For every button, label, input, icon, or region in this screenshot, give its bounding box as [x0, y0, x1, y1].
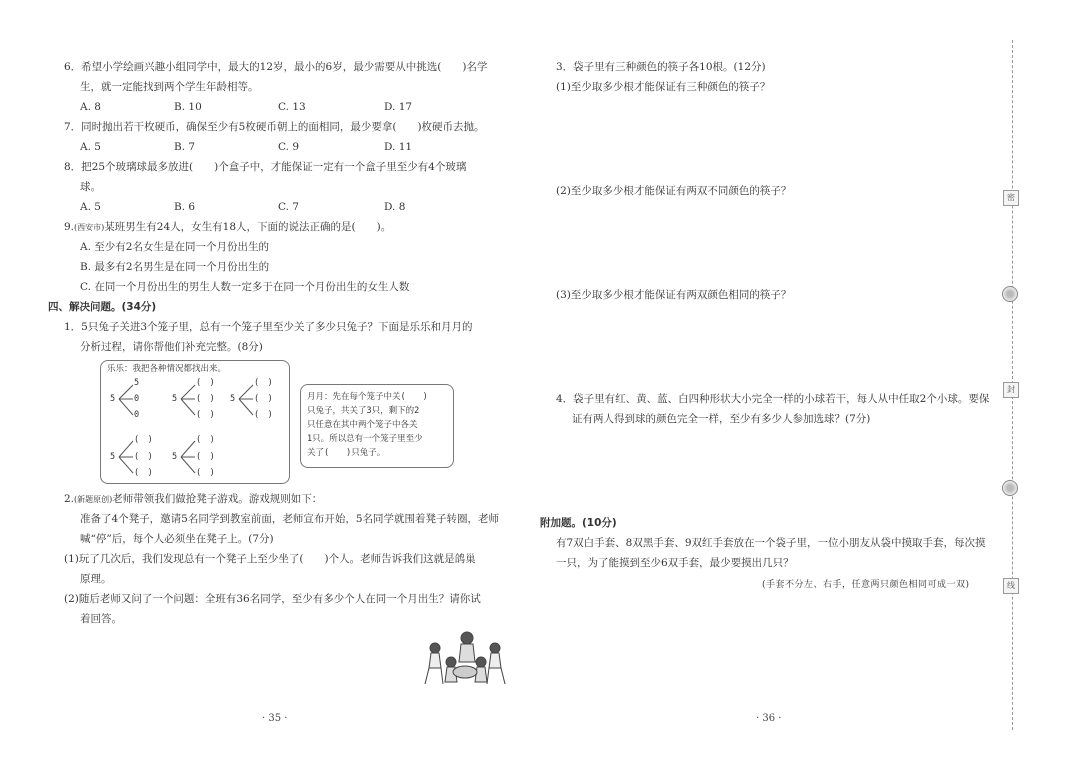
p1-line2: 分析过程，请你帮他们补充完整。(8分)	[80, 341, 263, 353]
p3-sub1: (1)至少取多少根才能保证有三种颜色的筷子？	[556, 81, 771, 93]
section-heading: 四、解决问题。(34分)	[48, 301, 157, 313]
tree3-blank: ( )	[254, 410, 273, 420]
q7-option-b: B. 7	[174, 141, 196, 153]
q6-option-c: C. 13	[278, 101, 306, 113]
q9-line1	[64, 220, 391, 235]
tree2-blank: ( )	[196, 378, 215, 388]
q8-line1: 8．把25个玻璃球最多放进( )个盒子中，才能保证一定有一个盒子里至少有4个玻璃	[64, 161, 467, 173]
p2-sub2-line2: 着回答。	[80, 613, 122, 625]
yueyue-analysis-box	[300, 384, 454, 468]
q8-option-c: C. 7	[278, 201, 300, 213]
tree4-blank: ( )	[134, 452, 153, 462]
tree5-blank: ( )	[196, 435, 215, 445]
yueyue-line: 月月：先在每个笼子中关( )	[307, 392, 428, 402]
q9-option-b: B. 最多有2名男生是在同一个月份出生的	[80, 261, 270, 273]
q9-option-a: A. 至少有2名女生是在同一个月份出生的	[80, 241, 269, 253]
p2-source-tag: (新题原创)	[74, 495, 113, 504]
lele-label: 乐乐：我把各种情况都找出来。	[107, 364, 227, 374]
p2-number: 2.	[64, 493, 75, 505]
tree5-root: 5	[172, 452, 178, 462]
extra-note: (手套不分左、右手，任意两只颜色相同可成一双)	[762, 580, 970, 590]
tree5-blank: ( )	[196, 452, 215, 462]
p4-line2: 证有两人得到球的颜色完全一样，至少有多少人参加选球？(7分)	[572, 413, 871, 425]
q9-text: 某班男生有24人，女生有18人，下面的说法正确的是( )。	[104, 221, 392, 233]
yueyue-line: 1只。所以总有一个笼子里至少	[307, 434, 423, 444]
tree4-root: 5	[110, 452, 116, 462]
p2-sub2-line1: (2)随后老师又问了一个问题：全班有36名同学，至少有多少个人在同一个月出生？请你试	[64, 593, 481, 605]
binding-mark: 封	[1003, 382, 1019, 398]
yueyue-line: 关了( )只兔子。	[307, 448, 386, 458]
p2-line3: 喊“停”后，每个人必须坐在凳子上。(7分)	[80, 533, 274, 545]
p2-sub1-line1: (1)玩了几次后，我们发现总有一个凳子上至少坐了( )个人。老师告诉我们这就是鸽巢	[64, 553, 476, 565]
p2-line1	[64, 492, 322, 507]
tree5-blank: ( )	[196, 468, 215, 478]
q6-line2: 生，就一定能找到两个学生年龄相等。	[80, 81, 259, 93]
p4-line1: 4．袋子里有红、黄、蓝、白四种形状大小完全一样的小球若干，每人从中任取2个小球。要保	[556, 393, 990, 405]
page-number-left: · 35 ·	[262, 713, 288, 724]
p3-sub3: (3)至少取多少根才能保证有两双颜色相同的筷子？	[556, 289, 792, 301]
extra-heading: 附加题。(10分)	[540, 517, 617, 529]
q7-option-c: C. 9	[278, 141, 300, 153]
p3-sub2: (2)至少取多少根才能保证有两双不同颜色的筷子？	[556, 185, 792, 197]
q6-option-a: A. 8	[80, 101, 101, 113]
yueyue-line: 只兔子，共关了3只，剩下的2	[307, 406, 420, 416]
yueyue-line: 只任意在其中两个笼子中各关	[307, 420, 418, 430]
q7-option-d: D. 11	[384, 141, 413, 153]
q9-number: 9.	[64, 221, 75, 233]
tree4-blank: ( )	[134, 435, 153, 445]
q7-option-a: A. 5	[80, 141, 101, 153]
tree1-leaf: 0	[134, 394, 140, 404]
q9-source-tag: (西安市)	[74, 223, 105, 232]
binding-hole	[1002, 480, 1018, 496]
q6-option-b: B. 10	[174, 101, 202, 113]
tree1-leaf: 0	[134, 410, 140, 420]
p1-line1: 1．5只兔子关进3个笼子里，总有一个笼子里至少关了多少只兔子？下面是乐乐和月月的	[64, 321, 473, 333]
q8-option-b: B. 6	[174, 201, 196, 213]
binding-mark: 密	[1003, 190, 1019, 206]
q8-option-d: D. 8	[384, 201, 406, 213]
q8-option-a: A. 5	[80, 201, 101, 213]
q6-option-d: D. 17	[384, 101, 413, 113]
page-number-right: · 36 ·	[756, 713, 782, 724]
tree1-root: 5	[110, 394, 116, 404]
q8-line2: 球。	[80, 181, 101, 193]
tree2-blank: ( )	[196, 394, 215, 404]
tree3-blank: ( )	[254, 378, 273, 388]
tree3-root: 5	[230, 394, 236, 404]
p2-text: 老师带领我们做抢凳子游戏。游戏规则如下：	[112, 493, 323, 505]
extra-line2: 一只，为了能摸到至少6双手套，最少要摸出几只？	[556, 557, 794, 569]
q7-line1: 7．同时抛出若干枚硬币，确保至少有5枚硬币朝上的面相同，最少要拿( )枚硬币去抛。	[64, 121, 485, 133]
children-illustration	[415, 628, 515, 690]
p3-line1: 3．袋子里有三种颜色的筷子各10根。(12分)	[556, 61, 766, 73]
q9-option-c: C. 在同一个月份出生的男生人数一定多于在同一个月份出生的女生人数	[80, 281, 410, 293]
lele-analysis-box	[100, 360, 290, 484]
binding-hole	[1002, 286, 1018, 302]
q6-line1: 6．希望小学绘画兴趣小组同学中，最大的12岁，最小的6岁，最少需要从中挑选( )名学	[64, 61, 488, 73]
tree1-leaf: 5	[134, 378, 140, 388]
p2-sub1-line2: 原理。	[80, 573, 112, 585]
extra-line1: 有7双白手套、8双黑手套、9双红手套放在一个袋子里，一位小朋友从袋中摸取手套，每次摸	[556, 537, 986, 549]
tree4-blank: ( )	[134, 468, 153, 478]
tree3-blank: ( )	[254, 394, 273, 404]
tree2-blank: ( )	[196, 410, 215, 420]
p2-line2: 准备了4个凳子，邀请5名同学到教室前面，老师宣布开始，5名同学就围着凳子转圈，老师	[80, 513, 500, 525]
binding-mark: 线	[1003, 578, 1019, 594]
tree2-root: 5	[172, 394, 178, 404]
